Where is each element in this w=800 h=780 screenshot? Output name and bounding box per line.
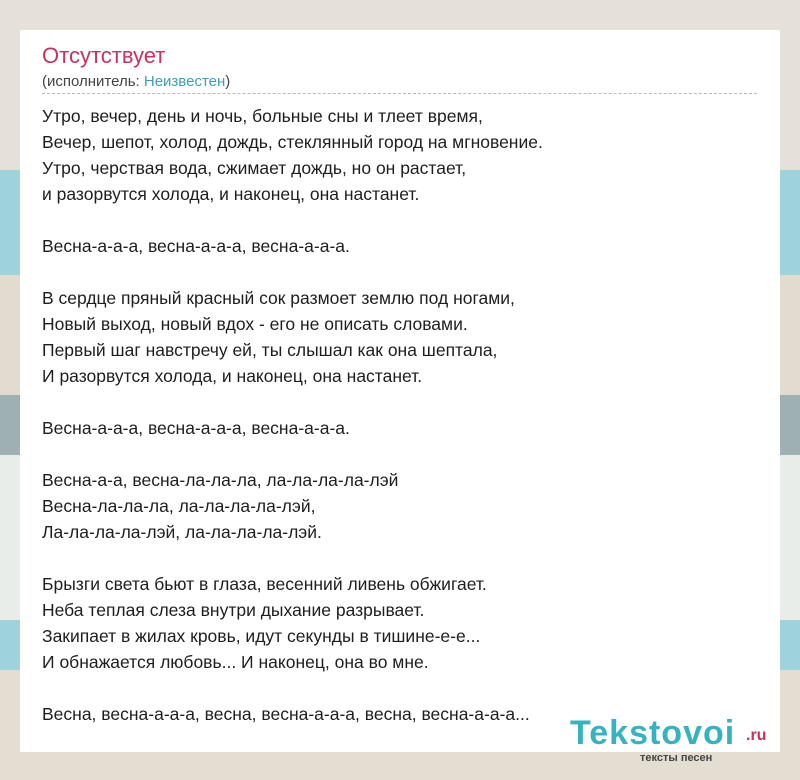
artist-link[interactable]: Неизвестен — [143, 73, 226, 90]
lyrics-stanza — [42, 103, 762, 207]
lyric-line: Утро, вечер, день и ночь, больные сны и тлеет время, — [42, 106, 483, 126]
logo-tld: .ru — [746, 727, 767, 744]
lyric-line: Весна-а-а-а, весна-а-а-а, весна-а-а-а. — [42, 236, 350, 256]
artist-line — [42, 73, 230, 91]
lyrics-card — [20, 30, 780, 752]
lyric-line: Вечер, шепот, холод, дождь, стеклянный город на мгновение. — [42, 132, 543, 152]
lyric-line: Ла-ла-ла-ла-лэй, ла-ла-ла-ла-лэй. — [42, 522, 322, 542]
lyric-line: и разорвутся холода, и наконец, она настанет. — [42, 184, 420, 204]
lyric-line: Весна-а-а, весна-ла-ла-ла, ла-ла-ла-ла-лэй — [42, 470, 399, 490]
lyrics-stanza — [42, 285, 762, 389]
lyrics-stanza — [42, 415, 762, 441]
logo-name: Tekstovoi — [570, 714, 736, 752]
lyric-line: И обнажается любовь... И наконец, она во мне. — [42, 652, 429, 672]
artist-prefix: (исполнитель: — [42, 73, 144, 90]
lyric-line: Весна-ла-ла-ла, ла-ла-ла-ла-лэй, — [42, 496, 316, 516]
lyric-line: Неба теплая слеза внутри дыхание разрывает. — [42, 600, 425, 620]
song-title: Отсутствует — [42, 43, 166, 68]
logo-tagline: тексты песен — [640, 752, 713, 764]
lyric-line: И разорвутся холода, и наконец, она настанет. — [42, 366, 423, 386]
lyric-line: Утро, черствая вода, сжимает дождь, но он растает, — [42, 158, 467, 178]
lyric-line: Брызги света бьют в глаза, весенний ливень обжигает. — [42, 574, 487, 594]
lyric-line: Новый выход, новый вдох - его не описать словами. — [42, 314, 468, 334]
lyric-line: Весна, весна-а-а-а, весна, весна-а-а-а, весна, весна-а-а-а... — [42, 704, 530, 724]
lyric-line: Весна-а-а-а, весна-а-а-а, весна-а-а-а. — [42, 418, 350, 438]
lyric-line: Первый шаг навстречу ей, ты слышал как она шептала, — [42, 340, 498, 360]
lyrics-stanza — [42, 233, 762, 259]
artist-suffix: ) — [225, 73, 231, 90]
lyrics-text — [42, 103, 762, 752]
lyric-line: Закипает в жилах кровь, идут секунды в тишине-е-е... — [42, 626, 481, 646]
lyrics-stanza — [42, 467, 762, 545]
lyrics-stanza — [42, 571, 762, 675]
lyric-line: В сердце пряный красный сок размоет землю под ногами, — [42, 288, 515, 308]
title-divider — [42, 93, 757, 94]
